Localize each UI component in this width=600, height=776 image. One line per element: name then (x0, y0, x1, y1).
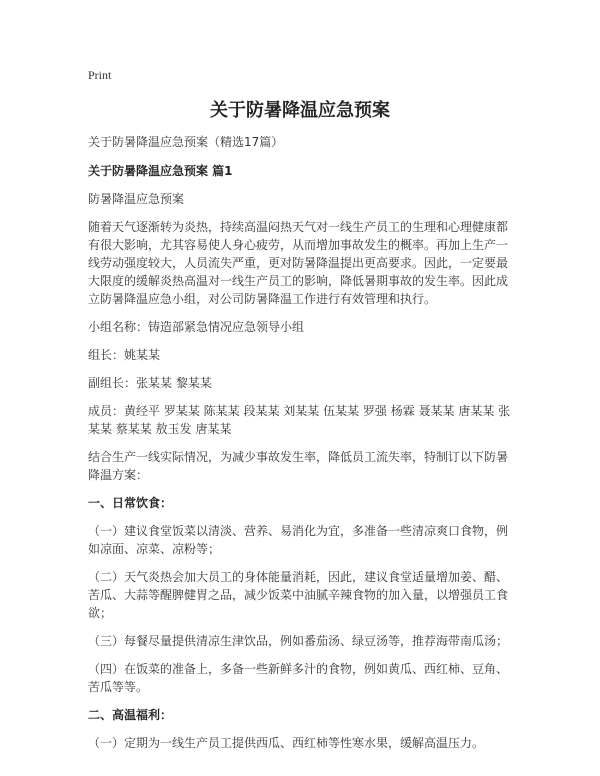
document-title: 关于防暑降温应急预案 (210, 100, 390, 121)
heading-high-temp-welfare: 二、高温福利： (88, 708, 173, 722)
heading-daily-diet: 一、日常饮食： (88, 496, 173, 510)
group-name: 小组名称：铸造部紧急情况应急领导小组 (88, 320, 305, 334)
print-label[interactable]: Print (88, 68, 112, 82)
diet-item-1: （一）建议食堂饭菜以清淡、营养、易消化为宜，多准备一些清凉爽口食物，例如凉面、凉菜、凉粉等； (88, 524, 509, 556)
welfare-item-1: （一）定期为一线生产员工提供西瓜、西红柿等性寒水果，缓解高温压力。 (88, 736, 485, 750)
group-leader: 组长：姚某某 (88, 348, 161, 362)
doc-name: 防暑降温应急预案 (88, 192, 185, 206)
diet-item-4: （四）在饭菜的准备上，多备一些新鲜多汁的食物，例如黄瓜、西红柿、豆角、苦瓜等等。 (88, 662, 509, 694)
group-vice-leader: 副组长：张某某 黎某某 (88, 376, 212, 390)
section-heading-1: 关于防暑降温应急预案 篇1 (88, 164, 233, 178)
diet-item-2: （二）天气炎热会加大员工的身体能量消耗，因此，建议食堂适量增加姜、醋、苦瓜、大蒜等醒脾健胃之品，减少饭菜中油腻辛辣食物的加入量，以增强员工食欲； (88, 570, 509, 620)
plan-intro: 结合生产一线实际情况，为减少事故发生率，降低员工流失率，特制订以下防暑降温方案： (88, 450, 509, 482)
group-members: 成员：黄经平 罗某某 陈某某 段某某 刘某某 伍某某 罗强 杨霖 聂某某 唐某某 张某某 蔡某某 敖玉发 唐某某 (88, 404, 511, 436)
document-subtitle: 关于防暑降温应急预案（精选17篇） (88, 135, 284, 149)
intro-paragraph: 随着天气逐渐转为炎热，持续高温闷热天气对一线生产员工的生理和心理健康都有很大影响，尤其容易使人身心疲劳，从而增加事故发生的概率。再加上生产一线劳动强度较大，人员流失严重，更对防暑降温提出更高要求。因此，一定要最大限度的缓解炎热高温对一线生产员工的影响，降低暑期事故的发生率。因此成立防暑降温应急小组，对公司防暑降温工作进行有效管理和执行。 (88, 220, 509, 306)
document-body (88, 133, 518, 762)
diet-item-3: （三）每餐尽量提供清凉生津饮品，例如番茄汤、绿豆汤等，推荐海带南瓜汤； (88, 634, 509, 648)
